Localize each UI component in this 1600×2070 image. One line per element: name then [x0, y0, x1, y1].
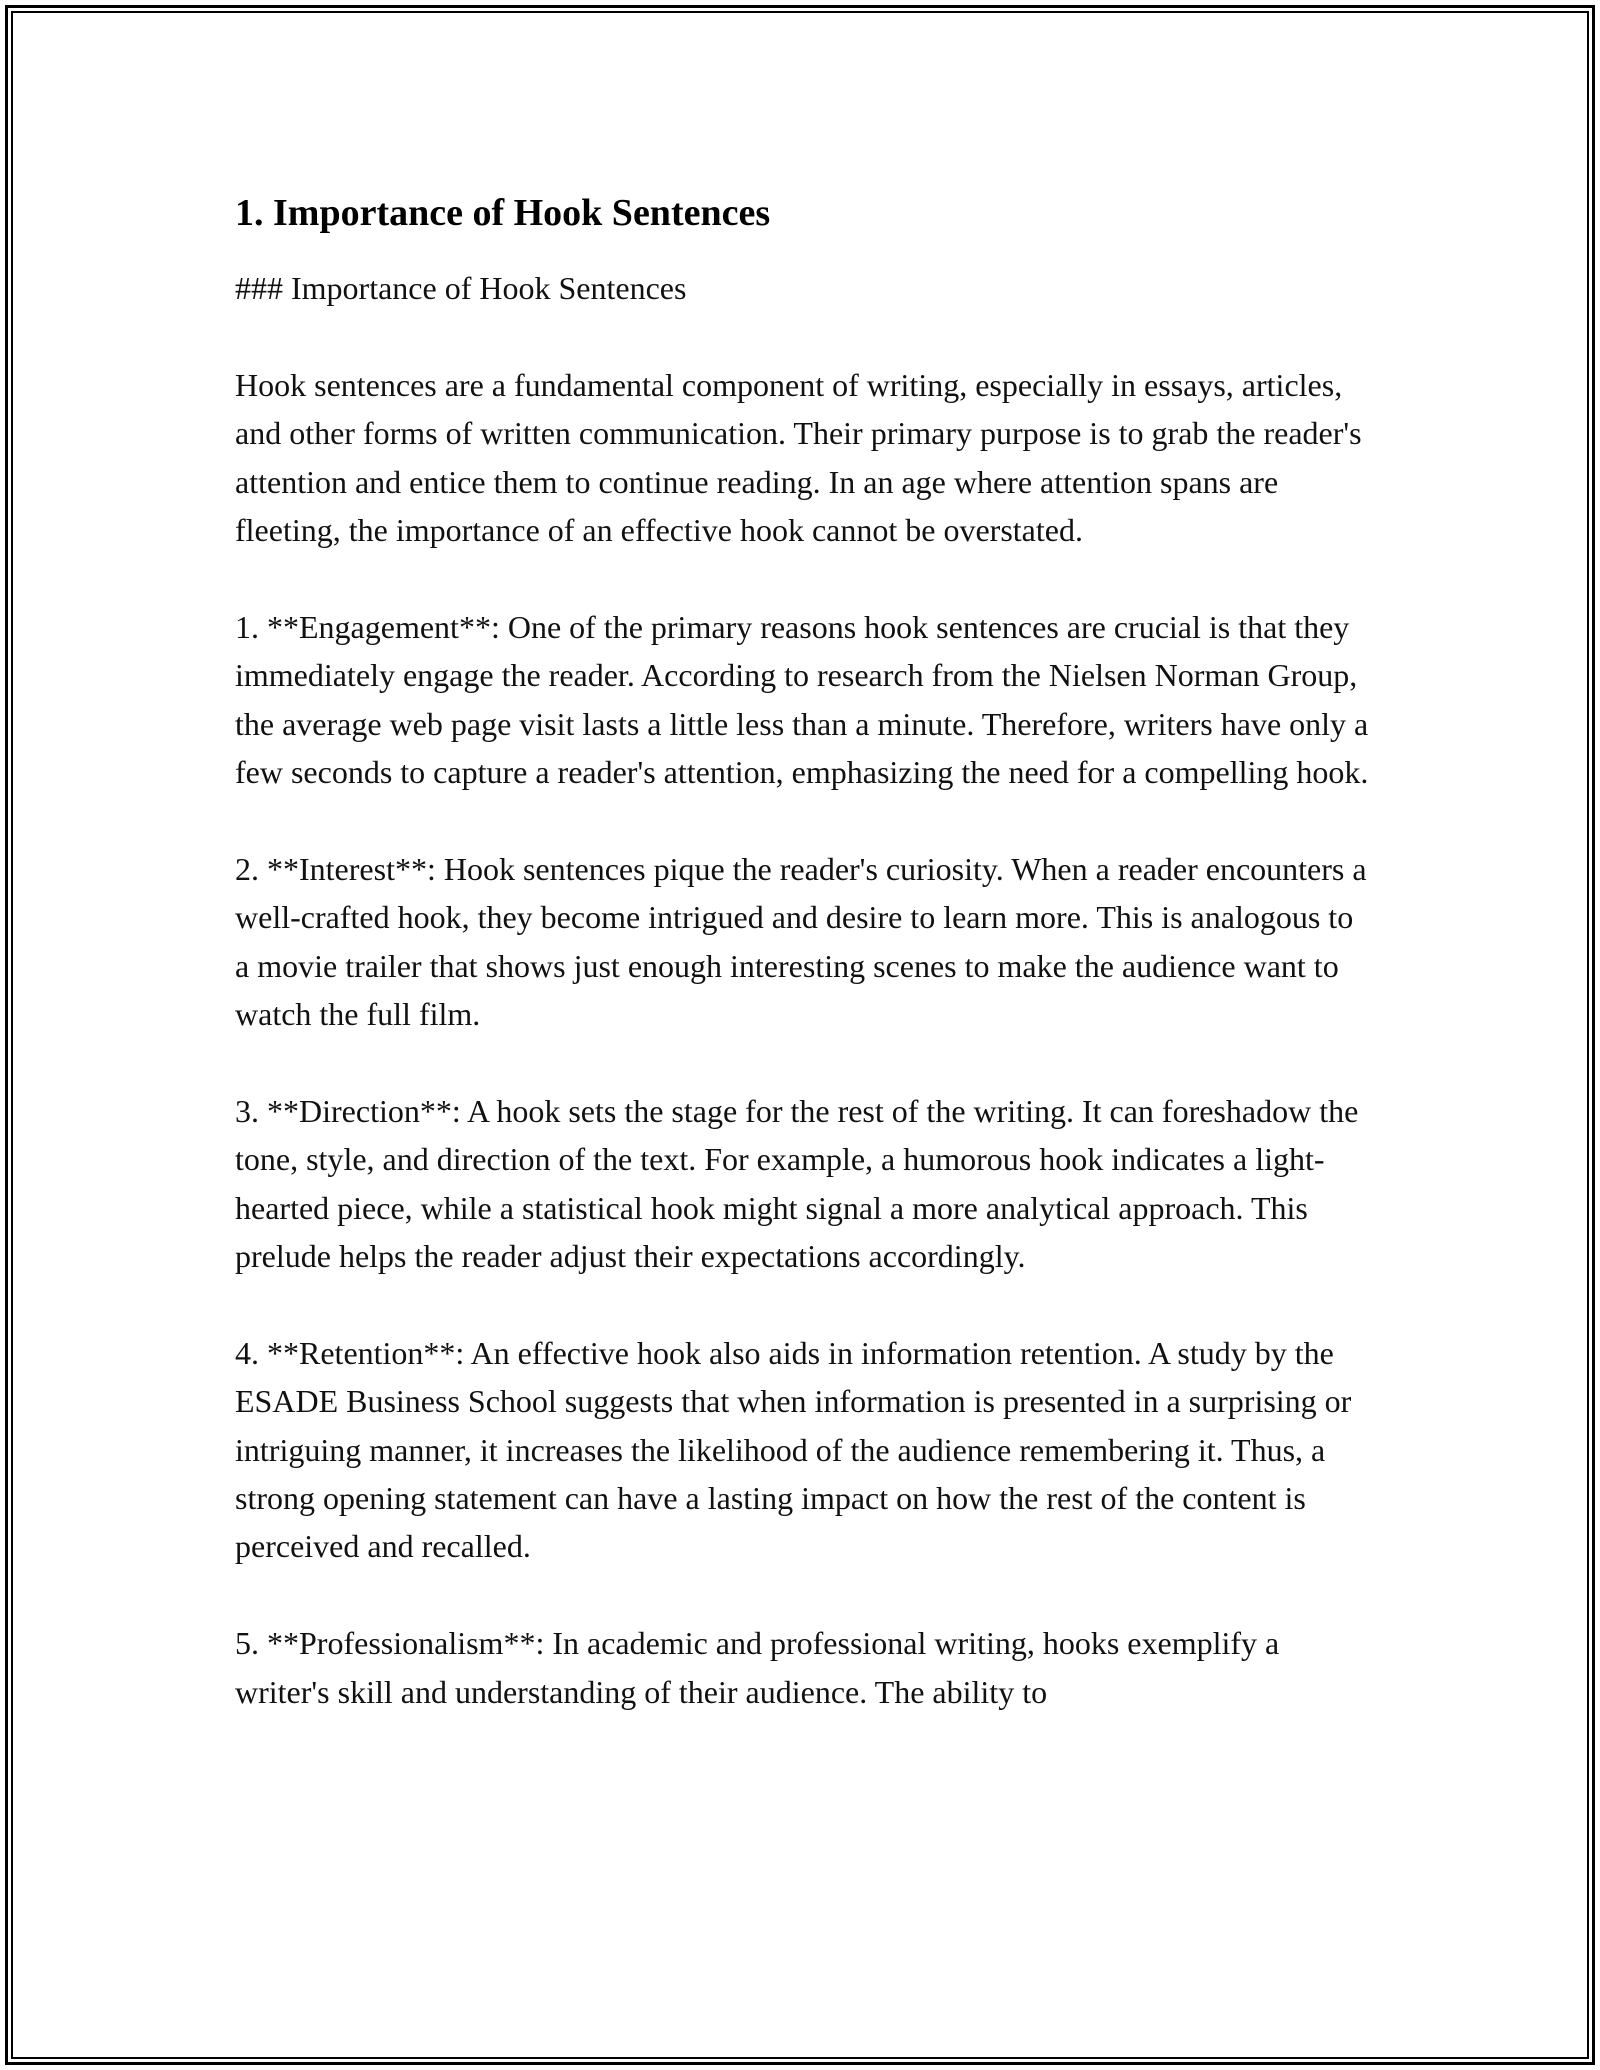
point-professionalism: 5. **Professionalism**: In academic and professional writing, hooks exemplify a writer's skill and understanding of their audience. The ability to	[235, 1625, 1280, 1710]
document-body	[235, 188, 1375, 1764]
point-direction: 3. **Direction**: A hook sets the stage for the rest of the writing. It can foreshadow the tone, style, and direction of the text. For example, a humorous hook indicates a light-hearted piece, while a statistical hook might signal a more analytical approach. This prelude helps the reader adjust their expectations accordingly.	[235, 1092, 1359, 1275]
section-title: 1. Importance of Hook Sentences	[235, 192, 771, 234]
point-engagement: 1. **Engagement**: One of the primary reasons hook sentences are crucial is that they immediately engage the reader. According to research from the Nielsen Norman Group, the average web page visit lasts a little less than a minute. Therefore, writers have only a few seconds to capture a reader's attention, emphasizing the need for a compelling hook.	[235, 608, 1369, 791]
point-interest: 2. **Interest**: Hook sentences pique the reader's curiosity. When a reader encounters a well-crafted hook, they become intrigued and desire to learn more. This is analogous to a movie trailer that shows just enough interesting scenes to make the audience want to watch the full film.	[235, 850, 1367, 1033]
intro-paragraph: Hook sentences are a fundamental component of writing, especially in essays, articles, and other forms of written communication. Their primary purpose is to grab the reader's attention and entice them to continue reading. In an age where attention spans are fleeting, the importance of an effective hook cannot be overstated.	[235, 366, 1362, 549]
markdown-subheading: ### Importance of Hook Sentences	[235, 270, 687, 306]
point-retention: 4. **Retention**: An effective hook also aids in information retention. A study by the ESADE Business School suggests that when information is presented in a surprising or intriguing manner, it increases the likelihood of the audience remembering it. Thus, a strong opening statement can have a lasting impact on how the rest of the content is perceived and recalled.	[235, 1334, 1352, 1565]
